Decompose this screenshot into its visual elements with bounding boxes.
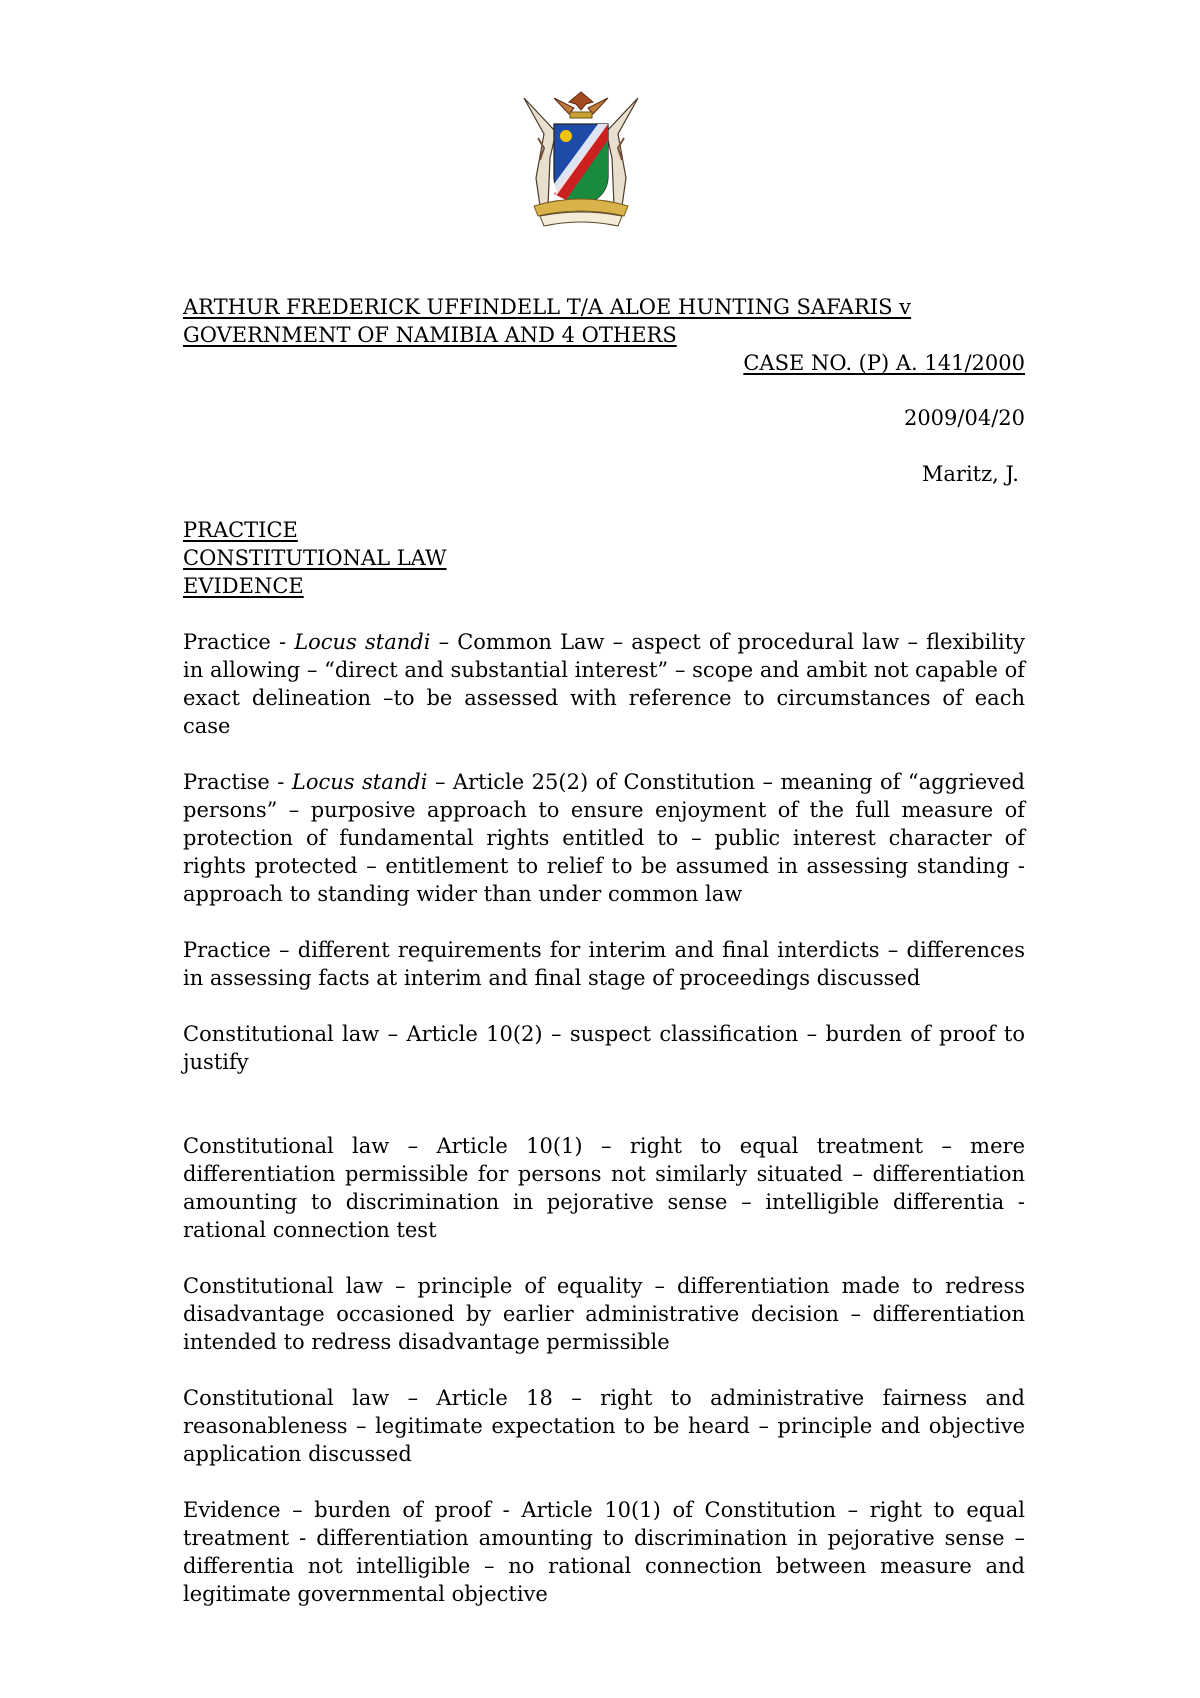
case-title-line-2: GOVERNMENT OF NAMIBIA AND 4 OTHERS [183,323,677,347]
subject-evidence: EVIDENCE [183,574,304,598]
subject-headings [183,516,1025,600]
namibia-coat-of-arms-icon [514,88,648,232]
judgment-date: 2009/04/20 [903,406,1025,430]
headnote-paragraph-6: Constitutional law – principle of equality – differentiation made to redress disadvantage occasioned by earlier administrative decision – differentiation intended to redress disadvantage permissible [183,1274,1025,1354]
case-title-line-1: ARTHUR FREDERICK UFFINDELL T/A ALOE HUNTING SAFARIS v [183,295,912,319]
headnote-paragraph-7: Constitutional law – Article 18 – right to administrative fairness and reasonableness – legitimate expectation to be heard – principle and objective application discussed [183,1386,1025,1466]
subject-practice: PRACTICE [183,518,298,542]
headnote-paragraph-2: Practise - Locus standi – Article 25(2) of Constitution – meaning of “aggrieved persons” – purposive approach to ensure enjoyment of the full measure of protection of fundamental rights entitled to – public interest character of rights protected – entitlement to relief to be assumed in assessing standing - approach to standing wider than under common law [183,770,1025,906]
headnote-paragraph-5: Constitutional law – Article 10(1) – right to equal treatment – mere differentiation permissible for persons not similarly situated – differentiation amounting to discrimination in pejorative sense – intelligible differentia - rational connection test [183,1134,1025,1242]
case-number: CASE NO. (P) A. 141/2000 [743,351,1025,375]
headnote-paragraph-8: Evidence – burden of proof - Article 10(1) of Constitution – right to equal treatment - differentiation amounting to discrimination in pejorative sense – differentia not intelligible – no rational connection between measure and legitimate governmental objective [183,1498,1025,1606]
subject-constitutional-law: CONSTITUTIONAL LAW [183,546,447,570]
headnote-paragraph-1: Practice - Locus standi – Common Law – aspect of procedural law – flexibility in allowing – “direct and substantial interest” – scope and ambit not capable of exact delineation –to be assessed with reference to circumstances of each case [183,630,1025,738]
headnote-paragraph-3: Practice – different requirements for interim and final interdicts – differences in assessing facts at interim and final stage of proceedings discussed [183,938,1025,990]
document-body [183,293,1025,1608]
headnote-paragraph-4: Constitutional law – Article 10(2) – suspect classification – burden of proof to justify [183,1022,1025,1074]
judge-name: Maritz, J. [921,462,1019,486]
